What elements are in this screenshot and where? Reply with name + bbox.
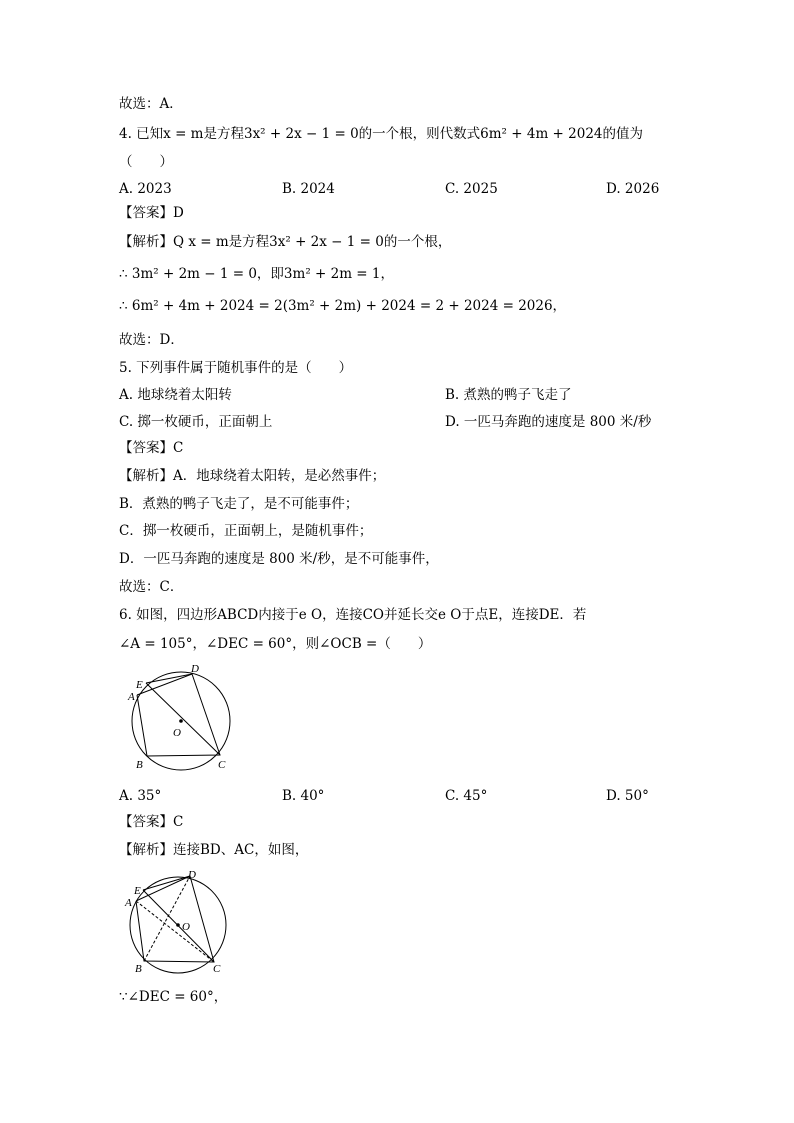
q4-option-d: D. 2026 xyxy=(606,181,660,197)
q4-analysis-line: 【解析】Q x = m是方程3x² + 2x − 1 = 0的一个根， xyxy=(119,234,452,250)
fig1-label-e: E xyxy=(136,679,143,691)
q6-option-c: C. 45° xyxy=(445,788,488,804)
fig1-label-b: B xyxy=(136,759,143,771)
q4-option-c: C. 2025 xyxy=(445,181,498,197)
q5-analysis-line: D．一匹马奔跑的速度是 800 米/秒，是不可能事件， xyxy=(119,551,439,567)
q5-option-d: D. 一匹马奔跑的速度是 800 米/秒 xyxy=(445,414,652,430)
fig1-label-o: O xyxy=(173,727,181,739)
fig2-label-e: E xyxy=(134,885,141,897)
fig2-label-b: B xyxy=(135,963,142,975)
q5-option-a: A. 地球绕着太阳转 xyxy=(119,387,232,403)
q4-option-a: A. 2023 xyxy=(119,181,172,197)
q6-analysis-line: 【解析】连接BD、AC，如图， xyxy=(119,842,309,858)
question-4-stem: 4. 已知x = m是方程3x² + 2x − 1 = 0的一个根，则代数式6m² + 4m + 2024的值为 xyxy=(119,126,643,142)
question-5-stem: 5. 下列事件属于随机事件的是（ ） xyxy=(119,360,353,376)
question-6-stem-line2: ∠A = 105°，∠DEC = 60°，则∠OCB =（ ） xyxy=(119,636,432,652)
q5-analysis-line: B．煮熟的鸭子飞走了，是不可能事件； xyxy=(119,496,359,512)
fig1-label-a: A xyxy=(128,691,135,703)
q5-analysis-line: 故选：C． xyxy=(119,579,184,595)
q6-analysis-line: ∵∠DEC = 60°， xyxy=(119,989,228,1005)
fig1-label-c: C xyxy=(218,759,226,771)
q6-option-b: B. 40° xyxy=(282,788,325,804)
q5-analysis-line: 【解析】A．地球绕着太阳转，是必然事件； xyxy=(119,468,386,484)
q3-conclusion: 故选：A． xyxy=(119,96,183,112)
question-6-stem: 6. 如图，四边形ABCD内接于e O，连接CO并延长交e O于点E，连接DE．若 xyxy=(119,607,587,623)
q6-option-a: A. 35° xyxy=(119,788,162,804)
fig2-label-a: A xyxy=(125,897,132,909)
q4-option-b: B. 2024 xyxy=(282,181,335,197)
fig1-label-d: D xyxy=(191,663,199,675)
q4-analysis-line: 故选：D． xyxy=(119,332,184,348)
circle-quadrilateral-figure xyxy=(122,658,240,776)
fig2-label-o: O xyxy=(182,921,190,933)
q5-option-c: C. 掷一枚硬币，正面朝上 xyxy=(119,414,273,430)
q5-option-b: B. 煮熟的鸭子飞走了 xyxy=(445,387,572,403)
question-4-paren: （ ） xyxy=(119,154,173,170)
q4-analysis-line: ∴ 3m² + 2m − 1 = 0，即3m² + 2m = 1， xyxy=(119,266,395,282)
fig2-label-d: D xyxy=(188,869,196,881)
fig2-label-c: C xyxy=(213,963,221,975)
q4-answer: 【答案】D xyxy=(119,205,184,221)
circle-quadrilateral-figure-with-diagonals xyxy=(122,866,234,978)
q5-analysis-line: C．掷一枚硬币，正面朝上，是随机事件； xyxy=(119,523,373,539)
q6-option-d: D. 50° xyxy=(606,788,649,804)
q5-answer: 【答案】C xyxy=(119,440,184,456)
q6-answer: 【答案】C xyxy=(119,814,184,830)
q4-analysis-line: ∴ 6m² + 4m + 2024 = 2(3m² + 2m) + 2024 = 2 + 2024 = 2026， xyxy=(119,298,567,314)
